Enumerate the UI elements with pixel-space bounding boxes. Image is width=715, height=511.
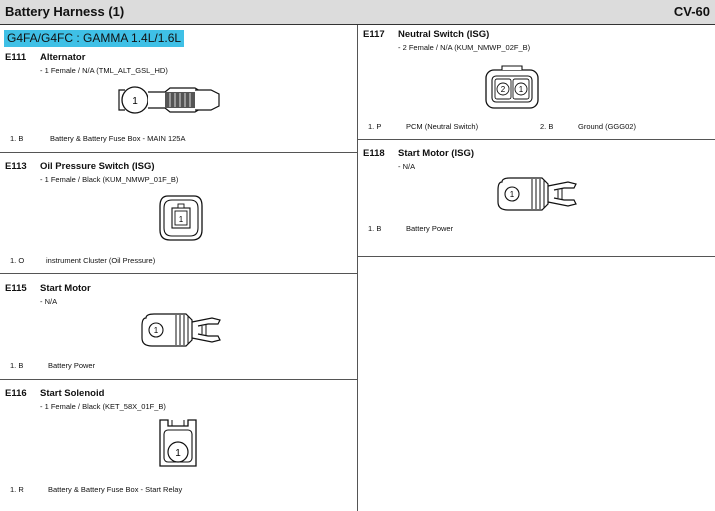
connector-e117 [363,29,713,52]
pin-row [10,134,185,143]
connector-spec: - N/A [40,297,58,306]
pin-description: Ground (GGG02) [578,122,636,131]
pin-row [368,122,478,131]
pin-row [368,224,453,233]
connector-e116 [5,388,355,411]
pin-number: 1. O [10,256,25,265]
pin-description: Battery Power [406,224,454,233]
start-motor-isg-terminal-diagram [496,176,580,212]
start-solenoid-connector-diagram [156,416,200,470]
pin-row [540,122,636,131]
connector-name: Start Motor [40,283,91,294]
section-divider [0,273,357,274]
page-header [0,0,715,25]
pin-number: 2. B [540,122,554,131]
pin-label: 1 [178,215,184,224]
section-divider [0,152,357,153]
connector-spec: - 1 Female / Black (KUM_NMWP_01F_B) [40,175,179,184]
pin-label: 1 [153,326,159,335]
connector-spec: - 2 Female / N/A (KUM_NMWP_02F_B) [398,43,531,52]
section-divider [358,139,715,140]
pin-description: Battery & Battery Fuse Box - MAIN 125A [50,134,186,143]
pin-label: 1 [175,448,181,459]
pin-label: 1 [132,96,138,107]
pin-number: 1. B [10,361,24,370]
start-motor-terminal-diagram [140,312,224,348]
page-title: Battery Harness (1) [5,4,125,19]
connector-name: Start Solenoid [40,388,105,399]
pin-number: 1. B [368,224,382,233]
connector-spec: - 1 Female / Black (KET_58X_01F_B) [40,402,166,411]
pin-label: 1 [509,190,515,199]
pin-number: 1. P [368,122,382,131]
alternator-terminal-diagram [115,84,225,118]
section-divider [0,379,357,380]
connector-id: E111 [5,52,27,63]
connector-id: E113 [5,161,27,172]
pin-row [10,485,182,494]
connector-id: E116 [5,388,27,399]
connector-spec: - N/A [398,162,416,171]
connector-name: Neutral Switch (ISG) [398,29,490,40]
section-divider [358,256,715,257]
connector-name: Oil Pressure Switch (ISG) [40,161,155,172]
connector-spec: - 1 Female / N/A (TML_ALT_GSL_HD) [40,66,168,75]
connector-id: E117 [363,29,385,40]
connector-e118 [363,148,713,171]
pin-description: instrument Cluster (Oil Pressure) [46,256,156,265]
column-divider [357,25,358,511]
connector-name: Alternator [40,52,86,63]
pin-number: 1. R [10,485,24,494]
page-code: CV-60 [673,4,710,19]
pin-label: 2 [500,85,506,94]
pin-row [10,256,155,265]
connector-e111 [5,52,355,75]
neutral-switch-connector-diagram [484,64,540,110]
connector-e115 [5,283,355,306]
pin-number: 1. B [10,134,24,143]
pin-description: Battery & Battery Fuse Box - Start Relay [48,485,183,494]
pin-description: Battery Power [48,361,96,370]
pin-label: 1 [518,85,524,94]
pin-row [10,361,95,370]
engine-tag: G4FA/G4FC : GAMMA 1.4L/1.6L [4,30,184,47]
connector-id: E118 [363,148,385,159]
connector-e113 [5,161,355,184]
pin-description: PCM (Neutral Switch) [406,122,479,131]
connector-name: Start Motor (ISG) [398,148,474,159]
connector-id: E115 [5,283,27,294]
oil-pressure-connector-diagram [158,192,204,244]
